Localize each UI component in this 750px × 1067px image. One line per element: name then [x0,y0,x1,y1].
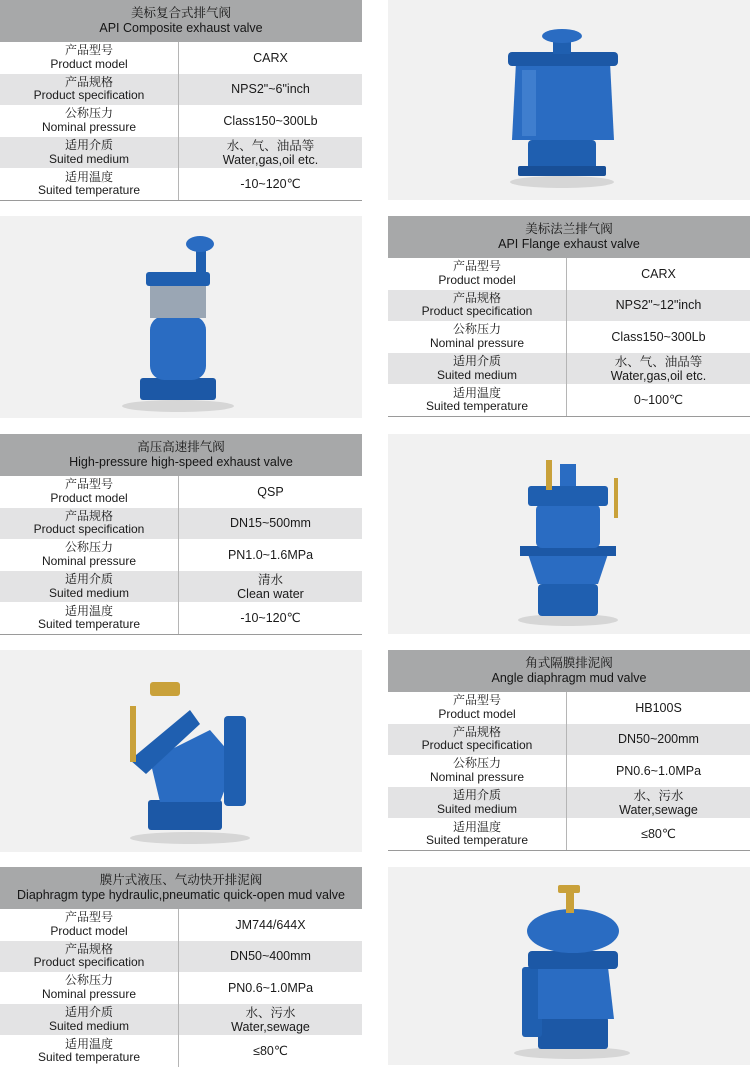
title-en: High-pressure high-speed exhaust valve [69,455,293,469]
spec-table [0,42,362,201]
title-zh: 角式隔膜排泥阀 [525,656,613,670]
spec-table [388,692,750,851]
row-temperature: 适用温度 Suited temperature -10~120℃ [0,602,362,634]
composite-exhaust-valve-image [388,0,750,200]
row-temperature: 适用温度 Suited temperature ≤80℃ [388,818,750,850]
row-model: 产品型号 Product model CARX [0,42,362,74]
row-model: 产品型号 Product model QSP [0,476,362,508]
row-medium: 适用介质 Suited medium 清水 Clean water [0,571,362,603]
row-spec: 产品规格 Product specification NPS2"~12"inch [388,290,750,322]
angle-diaphragm-valve-image [0,650,362,852]
title-en: Diaphragm type hydraulic,pneumatic quick-open mud valve [17,888,345,902]
row-spec: 产品规格 Product specification DN15~500mm [0,508,362,540]
row-temperature: 适用温度 Suited temperature 0~100℃ [388,384,750,416]
row-model: 产品型号 Product model CARX [388,258,750,290]
row-medium: 适用介质 Suited medium 水、污水 Water,sewage [0,1004,362,1036]
spec-card-api-composite [0,0,362,201]
row-pressure: 公称压力 Nominal pressure Class150~300Lb [388,321,750,353]
row-medium: 适用介质 Suited medium 水、污水 Water,sewage [388,787,750,819]
product-photo-angle-diaphragm-valve [0,650,362,852]
card-header [0,867,362,909]
title-zh: 高压高速排气阀 [137,440,225,454]
product-photo-flange-exhaust-valve [0,216,362,418]
title-en: Angle diaphragm mud valve [491,671,647,685]
title-zh: 膜片式液压、气动快开排泥阀 [99,873,263,887]
spec-card-api-flange [388,216,750,417]
row-temperature: 适用温度 Suited temperature -10~120℃ [0,168,362,200]
row-model: 产品型号 Product model HB100S [388,692,750,724]
row-spec: 产品规格 Product specification DN50~400mm [0,941,362,973]
row-pressure: 公称压力 Nominal pressure PN1.0~1.6MPa [0,539,362,571]
quick-open-mud-valve-image [388,867,750,1065]
title-en: API Composite exhaust valve [99,21,263,35]
spec-card-high-pressure [0,434,362,635]
card-header [388,650,750,692]
product-photo-quick-open-mud-valve [388,867,750,1065]
spec-card-angle-diaphragm [388,650,750,851]
row-pressure: 公称压力 Nominal pressure PN0.6~1.0MPa [388,755,750,787]
card-header [0,434,362,476]
high-pressure-exhaust-valve-image [388,434,750,634]
row-model: 产品型号 Product model JM744/644X [0,909,362,941]
spec-table [0,476,362,635]
spec-table [0,909,362,1067]
row-pressure: 公称压力 Nominal pressure Class150~300Lb [0,105,362,137]
card-header [388,216,750,258]
spec-table [388,258,750,417]
product-photo-high-pressure-exhaust-valve [388,434,750,634]
product-photo-composite-exhaust-valve [388,0,750,200]
card-header [0,0,362,42]
row-temperature: 适用温度 Suited temperature ≤80℃ [0,1035,362,1067]
row-medium: 适用介质 Suited medium 水、气、油品等 Water,gas,oil etc. [388,353,750,385]
row-spec: 产品规格 Product specification NPS2"~6"inch [0,74,362,106]
row-medium: 适用介质 Suited medium 水、气、油品等 Water,gas,oil etc. [0,137,362,169]
flange-exhaust-valve-image [0,216,362,418]
spec-card-diaphragm-quick-open [0,867,362,1067]
title-zh: 美标复合式排气阀 [130,6,231,20]
row-pressure: 公称压力 Nominal pressure PN0.6~1.0MPa [0,972,362,1004]
title-en: API Flange exhaust valve [498,237,640,251]
row-spec: 产品规格 Product specification DN50~200mm [388,724,750,756]
title-zh: 美标法兰排气阀 [525,222,613,236]
